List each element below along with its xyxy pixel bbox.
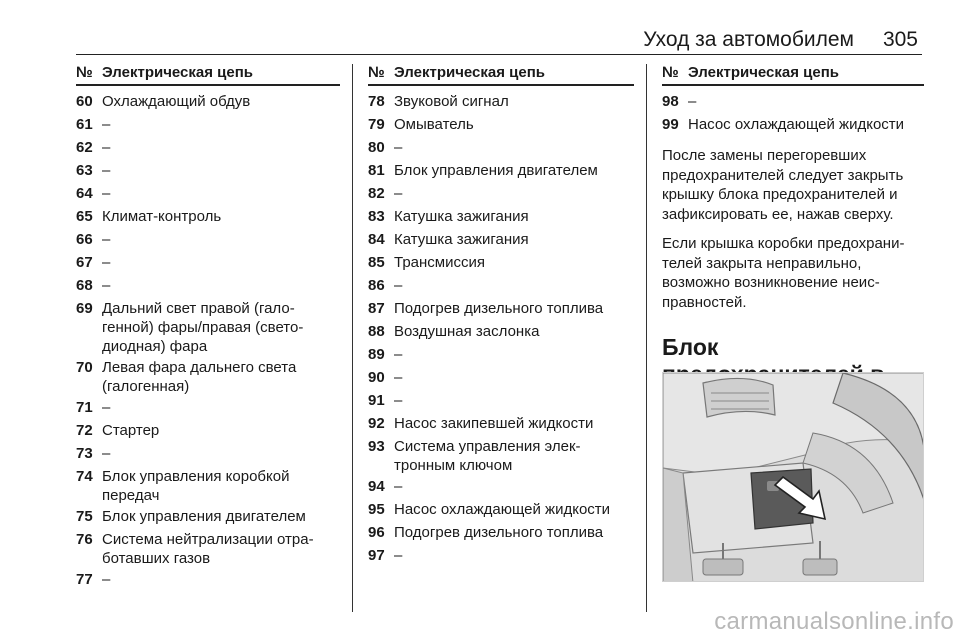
fuse-row [76,182,340,205]
fuse-number: 78 [368,93,385,110]
fuse-circuit: – [394,369,403,386]
air-vent-icon [703,378,775,417]
fuse-row [368,521,634,544]
fuse-row [76,528,340,568]
fuse-circuit: – [102,139,111,156]
fuse-circuit: Подогрев дизельного топлива [394,300,604,317]
header-title: Уход за автомобилем [643,28,854,51]
fuse-number: 65 [76,208,93,225]
fuse-number: 90 [368,369,385,386]
fuse-row [368,159,634,182]
fuse-circuit: Блок управления двигателем [394,162,598,179]
fuse-rows [76,90,340,591]
fuse-circuit: – [394,277,403,294]
fuse-row [76,442,340,465]
fuse-circuit: – [102,162,111,179]
fuse-number: 81 [368,162,385,179]
fuse-circuit: – [102,571,111,588]
header-circuit: Электрическая цепь [102,64,254,81]
fuse-circuit: – [394,478,403,495]
table-header [76,64,340,86]
fuse-row [76,205,340,228]
fuse-row [76,297,340,356]
pedal-icon [703,559,743,575]
fuse-row [76,136,340,159]
header-rule [76,54,922,55]
fuse-row [368,343,634,366]
fuse-circuit: – [102,116,111,133]
column-divider [646,64,647,612]
fuse-circuit: Звуковой сигнал [394,93,509,110]
page-number: 305 [882,28,918,51]
column-divider [352,64,353,612]
fuse-table-column-1 [76,64,340,591]
fuse-number: 85 [368,254,385,271]
fuse-number: 98 [662,93,679,110]
fuse-row [76,465,340,505]
fuse-row [76,251,340,274]
fuse-row [76,274,340,297]
fuse-row [76,568,340,591]
fuse-row [368,544,634,567]
fuse-circuit: – [394,547,403,564]
fuse-number: 80 [368,139,385,156]
fuse-row [368,320,634,343]
fuse-rows [368,90,634,567]
fuse-row [368,251,634,274]
fuse-number: 92 [368,415,385,432]
fuse-circuit: – [102,254,111,271]
fuse-number: 64 [76,185,93,202]
fuse-number: 66 [76,231,93,248]
fuse-number: 68 [76,277,93,294]
table-header [662,64,924,86]
fuse-circuit: – [394,139,403,156]
fuse-circuit: – [102,231,111,248]
header-number: № [368,64,385,81]
fuse-row [368,228,634,251]
paragraph-warning: Если крышка коробки предохранителей закрыта неправильно, возможно возникновение неисправностей. [662,235,905,311]
fuse-row [368,90,634,113]
header-circuit: Электрическая цепь [688,64,840,81]
fuse-number: 75 [76,508,93,525]
fuse-row [368,274,634,297]
fuse-table-column-3 [662,64,924,415]
fuse-circuit: Насос охлаждающей жидкости [394,501,611,518]
fuse-number: 88 [368,323,385,340]
fuse-number: 89 [368,346,385,363]
fuse-number: 62 [76,139,93,156]
fuse-row [368,113,634,136]
fuse-circuit: Блок управления двигателем [102,508,306,525]
fuse-number: 69 [76,300,93,317]
fuse-circuit: – [102,185,111,202]
fuse-row [368,205,634,228]
fuse-number: 87 [368,300,385,317]
fuse-row [368,136,634,159]
fuse-row [76,228,340,251]
fuse-rows [662,90,924,136]
fuse-number: 97 [368,547,385,564]
header-number: № [76,64,93,81]
fuse-number: 72 [76,422,93,439]
fuse-number: 86 [368,277,385,294]
fuse-number: 84 [368,231,385,248]
page-header [0,0,960,60]
header-circuit: Электрическая цепь [394,64,546,81]
fuse-number: 73 [76,445,93,462]
fuse-circuit: – [394,185,403,202]
fuse-row [76,396,340,419]
fuse-number: 93 [368,438,385,455]
fuse-circuit: – [102,399,111,416]
fuse-row [76,505,340,528]
fuse-row [662,90,924,113]
watermark: carmanualsonline.info [714,608,954,635]
fuse-row [662,113,924,136]
fuse-row [368,435,634,475]
fuse-row [76,113,340,136]
fuse-circuit: Катушка зажигания [394,231,529,248]
fuse-number: 76 [76,531,93,548]
fuse-number: 60 [76,93,93,110]
fuse-row [76,159,340,182]
header-number: № [662,64,679,81]
fuse-circuit: Омыватель [394,116,474,133]
fuse-row [76,356,340,396]
fuse-circuit: – [102,277,111,294]
fuse-number: 70 [76,359,93,376]
pedal-icon [803,559,837,575]
fuse-circuit: Катушка зажигания [394,208,529,225]
fuse-row [368,297,634,320]
fuse-row [368,366,634,389]
fuse-number: 95 [368,501,385,518]
fuse-circuit: – [688,93,697,110]
fuse-row [368,475,634,498]
fuse-number: 71 [76,399,93,416]
fuse-circuit: – [394,346,403,363]
fuse-circuit: Насос закипевшей жидкости [394,415,594,432]
fuse-circuit: Блок управления коробкой передач [102,468,290,504]
fuse-circuit: Подогрев дизельного топлива [394,524,604,541]
fuse-circuit: – [394,392,403,409]
section-heading: Блок [662,334,719,360]
fuse-number: 79 [368,116,385,133]
fuse-circuit: Климат-контроль [102,208,222,225]
fuse-number: 91 [368,392,385,409]
fuse-circuit: Охлаждающий обдув [102,93,251,110]
fuse-number: 67 [76,254,93,271]
fuse-number: 63 [76,162,93,179]
fuse-number: 99 [662,116,679,133]
fuse-circuit: Левая фара дальнего света (галогенная) [102,359,297,395]
fuse-table-column-2 [368,64,634,567]
table-header [368,64,634,86]
fuse-row [368,412,634,435]
fuse-circuit: Система нейтрализации отработавших газов [102,531,314,567]
fuse-number: 83 [368,208,385,225]
fuse-row [368,498,634,521]
fuse-circuit: – [102,445,111,462]
dashboard-drawing [663,373,924,582]
fuse-row [368,389,634,412]
fuse-circuit: Стартер [102,422,160,439]
fuse-box-illustration [662,372,924,582]
fuse-number: 94 [368,478,385,495]
paragraph-close-cover: После замены перегоревших предохранителей следует закрыть крышку блока предохранителей и зафиксировать ее, нажав сверху. [662,147,904,223]
fuse-row [368,182,634,205]
fuse-number: 96 [368,524,385,541]
fuse-circuit: Насос охлаждающей жидкости [688,116,905,133]
fuse-number: 61 [76,116,93,133]
fuse-circuit: Воздушная заслонка [394,323,540,340]
fuse-number: 74 [76,468,93,485]
fuse-row [76,419,340,442]
fuse-circuit: Система управления электронным ключом [394,438,581,474]
fuse-number: 77 [76,571,93,588]
fuse-row [76,90,340,113]
fuse-circuit: Трансмиссия [394,254,485,271]
fuse-circuit: Дальний свет правой (галогенной) фары/правая (светодиодная) фара [102,300,304,355]
fuse-number: 82 [368,185,385,202]
